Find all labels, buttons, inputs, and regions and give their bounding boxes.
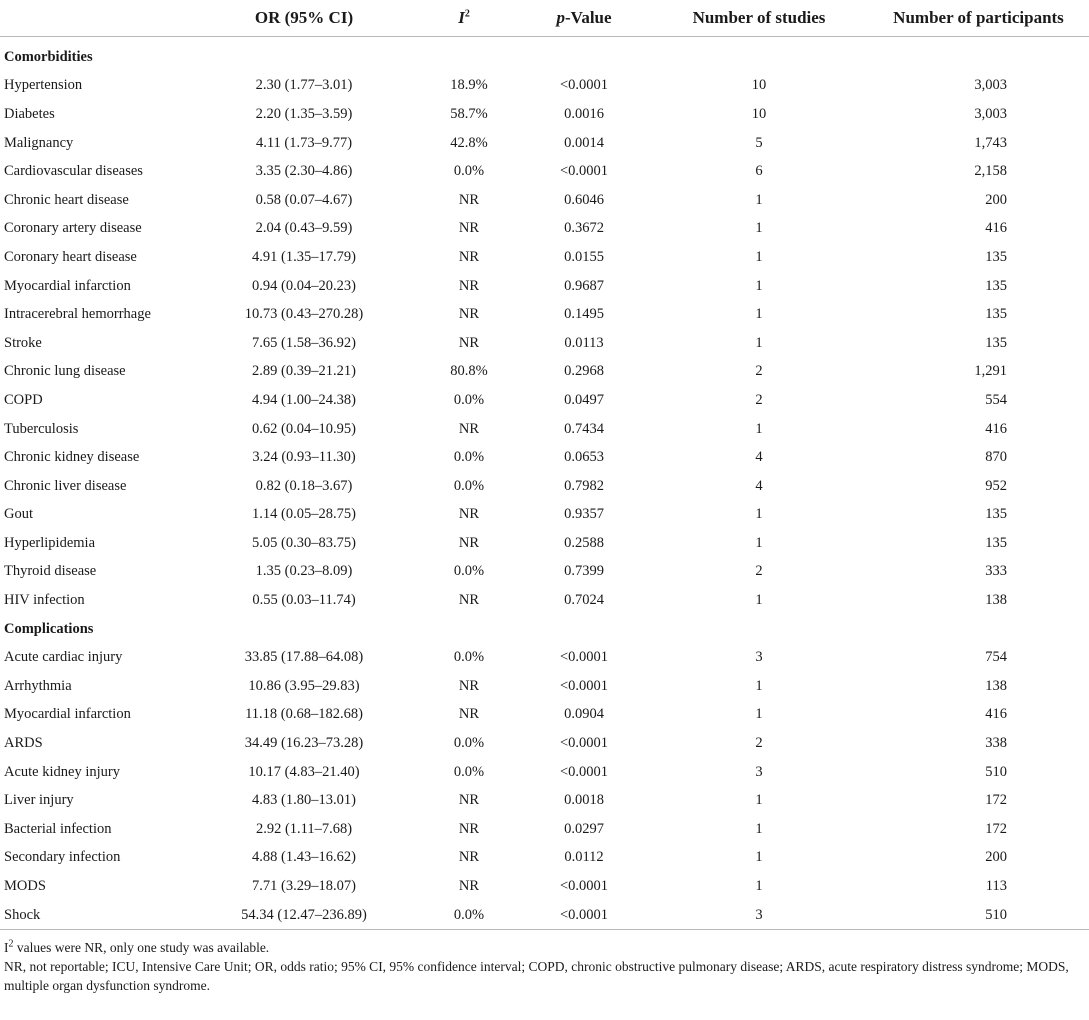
row-label: Hyperlipidemia [4, 534, 96, 551]
row-p-value: 0.0014 [564, 134, 604, 151]
row-label: Diabetes [4, 105, 55, 122]
row-p-value: 0.0112 [564, 849, 604, 866]
row-or-ci: 2.30 (1.77–3.01) [255, 77, 353, 94]
row-num-participants: 135 [985, 306, 1007, 323]
row-i2: NR [458, 706, 480, 723]
row-i2: 58.7% [450, 105, 488, 122]
row-num-studies: 1 [755, 878, 763, 895]
row-i2: NR [458, 820, 480, 837]
row-i2: 0.0% [453, 763, 485, 780]
row-or-ci: 1.14 (0.05–28.75) [252, 506, 356, 523]
row-num-studies: 1 [755, 220, 763, 237]
row-label: Myocardial infarction [4, 277, 131, 294]
row-num-studies: 4 [755, 449, 763, 466]
row-num-participants: 138 [985, 677, 1007, 694]
table-row [0, 415, 1089, 444]
footnotes [0, 930, 1089, 995]
row-or-ci: 7.65 (1.58–36.92) [252, 334, 356, 351]
row-or-ci: 2.89 (0.39–21.21) [252, 363, 356, 380]
row-num-participants: 3,003 [974, 105, 1007, 122]
row-i2: NR [458, 534, 480, 551]
row-num-studies: 1 [755, 306, 763, 323]
table-row [0, 215, 1089, 244]
row-label: Stroke [4, 334, 42, 351]
row-num-participants: 754 [985, 649, 1007, 666]
row-or-ci: 4.94 (1.00–24.38) [252, 391, 356, 408]
table-row [0, 272, 1089, 301]
row-label: Acute kidney injury [4, 763, 120, 780]
header-i2-sup: 2 [464, 8, 470, 20]
row-label: Liver injury [4, 792, 74, 809]
row-label: Cardiovascular diseases [4, 163, 143, 180]
row-or-ci: 34.49 (16.23–73.28) [244, 735, 364, 752]
row-label: Hypertension [4, 77, 83, 94]
row-num-participants: 2,158 [974, 163, 1007, 180]
row-num-participants: 554 [985, 391, 1007, 408]
table-row [0, 872, 1089, 901]
row-num-studies: 1 [755, 277, 763, 294]
row-label: Chronic liver disease [4, 477, 127, 494]
row-num-studies: 1 [755, 334, 763, 351]
row-label: COPD [4, 391, 43, 408]
table-row [0, 100, 1089, 129]
row-num-participants: 135 [985, 506, 1007, 523]
row-or-ci: 0.58 (0.07–4.67) [255, 191, 353, 208]
row-or-ci: 2.92 (1.11–7.68) [255, 820, 353, 837]
row-num-participants: 200 [985, 191, 1007, 208]
row-num-participants: 135 [985, 534, 1007, 551]
row-num-participants: 1,743 [974, 134, 1007, 151]
table-row [0, 558, 1089, 587]
row-num-studies: 1 [755, 191, 763, 208]
row-p-value: 0.7982 [564, 477, 604, 494]
row-num-studies: 2 [755, 563, 763, 580]
row-num-studies: 1 [755, 792, 763, 809]
table-row [0, 586, 1089, 615]
row-num-participants: 135 [985, 277, 1007, 294]
row-label: Chronic heart disease [4, 191, 129, 208]
row-num-studies: 1 [755, 248, 763, 265]
row-p-value: <0.0001 [559, 906, 609, 923]
row-i2: NR [458, 248, 480, 265]
row-or-ci: 10.86 (3.95–29.83) [248, 677, 360, 694]
table-row [0, 729, 1089, 758]
row-num-participants: 1,291 [974, 363, 1007, 380]
table-row [0, 443, 1089, 472]
row-num-studies: 10 [751, 77, 767, 94]
table-row [0, 758, 1089, 787]
table-row [0, 72, 1089, 101]
row-p-value: 0.0653 [564, 449, 604, 466]
table-row [0, 129, 1089, 158]
row-num-participants: 172 [985, 820, 1007, 837]
section-header-row [0, 615, 1089, 644]
row-i2: 18.9% [450, 77, 488, 94]
row-or-ci: 5.05 (0.30–83.75) [252, 534, 356, 551]
row-i2: NR [458, 677, 480, 694]
row-num-studies: 1 [755, 592, 763, 609]
table-row [0, 529, 1089, 558]
table-row [0, 643, 1089, 672]
row-num-participants: 135 [985, 248, 1007, 265]
row-p-value: 0.0016 [564, 105, 604, 122]
row-i2: 0.0% [453, 906, 485, 923]
row-or-ci: 4.83 (1.80–13.01) [252, 792, 356, 809]
row-or-ci: 4.91 (1.35–17.79) [252, 248, 356, 265]
row-i2: 0.0% [453, 391, 485, 408]
row-or-ci: 1.35 (0.23–8.09) [255, 563, 353, 580]
row-p-value: 0.2588 [564, 534, 604, 551]
footnote-1-base: I [4, 940, 9, 956]
table-row [0, 386, 1089, 415]
row-i2: 0.0% [453, 163, 485, 180]
row-num-studies: 1 [755, 420, 763, 437]
row-label: Gout [4, 506, 33, 523]
row-label: Arrhythmia [4, 677, 72, 694]
row-p-value: 0.6046 [564, 191, 604, 208]
row-p-value: <0.0001 [559, 77, 609, 94]
row-label: Chronic lung disease [4, 363, 126, 380]
row-or-ci: 7.71 (3.29–18.07) [252, 878, 356, 895]
row-or-ci: 4.88 (1.43–16.62) [252, 849, 356, 866]
table-row [0, 243, 1089, 272]
row-p-value: 0.9687 [564, 277, 604, 294]
row-label: Tuberculosis [4, 420, 79, 437]
row-or-ci: 33.85 (17.88–64.08) [244, 649, 364, 666]
row-i2: NR [458, 277, 480, 294]
row-i2: NR [458, 849, 480, 866]
row-i2: NR [458, 306, 480, 323]
row-or-ci: 4.11 (1.73–9.77) [255, 134, 353, 151]
row-num-studies: 3 [755, 649, 763, 666]
row-num-participants: 416 [985, 420, 1007, 437]
header-num-studies: Number of studies [692, 8, 826, 27]
row-num-participants: 172 [985, 792, 1007, 809]
table-body [0, 37, 1089, 930]
table-row [0, 501, 1089, 530]
footnote-1-rest: values were NR, only one study was available. [13, 940, 270, 956]
row-p-value: 0.0904 [564, 706, 604, 723]
row-label: Myocardial infarction [4, 706, 131, 723]
row-i2: NR [458, 191, 480, 208]
table-row [0, 472, 1089, 501]
row-p-value: <0.0001 [559, 677, 609, 694]
row-num-studies: 3 [755, 763, 763, 780]
table-row [0, 300, 1089, 329]
row-i2: NR [458, 792, 480, 809]
row-label: Bacterial infection [4, 820, 112, 837]
row-num-studies: 1 [755, 677, 763, 694]
row-num-studies: 6 [755, 163, 763, 180]
table-row [0, 901, 1089, 930]
row-p-value: 0.7399 [564, 563, 604, 580]
section-header-row [0, 37, 1089, 72]
header-row [0, 0, 1089, 37]
row-num-studies: 1 [755, 706, 763, 723]
row-num-participants: 200 [985, 849, 1007, 866]
row-p-value: 0.0497 [564, 391, 604, 408]
row-i2: 80.8% [450, 363, 488, 380]
header-i2-base: I [458, 8, 465, 27]
row-num-studies: 10 [751, 105, 767, 122]
row-p-value: 0.7434 [564, 420, 604, 437]
section-title: Comorbidities [4, 48, 93, 65]
row-num-participants: 338 [985, 735, 1007, 752]
row-num-participants: 510 [985, 763, 1007, 780]
row-or-ci: 3.35 (2.30–4.86) [255, 163, 353, 180]
row-p-value: <0.0001 [559, 763, 609, 780]
row-i2: 42.8% [450, 134, 488, 151]
row-p-value: <0.0001 [559, 878, 609, 895]
row-label: Thyroid disease [4, 563, 97, 580]
row-or-ci: 10.17 (4.83–21.40) [248, 763, 360, 780]
header-p-ital: p [556, 8, 565, 27]
row-i2: NR [458, 592, 480, 609]
header-label [0, 0, 194, 37]
row-label: Coronary heart disease [4, 248, 137, 265]
row-i2: 0.0% [453, 449, 485, 466]
row-label: Secondary infection [4, 849, 121, 866]
row-label: Acute cardiac injury [4, 649, 123, 666]
row-i2: NR [458, 506, 480, 523]
header-i2 [414, 0, 514, 37]
table-row [0, 157, 1089, 186]
row-i2: NR [458, 420, 480, 437]
row-num-studies: 2 [755, 391, 763, 408]
row-p-value: <0.0001 [559, 735, 609, 752]
row-or-ci: 0.82 (0.18–3.67) [255, 477, 353, 494]
row-or-ci: 2.20 (1.35–3.59) [255, 105, 353, 122]
row-or-ci: 0.94 (0.04–20.23) [252, 277, 356, 294]
row-num-participants: 138 [985, 592, 1007, 609]
row-num-participants: 510 [985, 906, 1007, 923]
table-row [0, 701, 1089, 730]
footnote-1 [4, 938, 1085, 957]
header-p-value [514, 0, 654, 37]
row-num-studies: 1 [755, 849, 763, 866]
table-row [0, 786, 1089, 815]
row-p-value: 0.0113 [564, 334, 604, 351]
row-label: MODS [4, 878, 46, 895]
table-row [0, 186, 1089, 215]
row-num-participants: 416 [985, 706, 1007, 723]
row-or-ci: 0.62 (0.04–10.95) [252, 420, 356, 437]
row-p-value: 0.0297 [564, 820, 604, 837]
row-num-studies: 1 [755, 534, 763, 551]
row-p-value: 0.0018 [564, 792, 604, 809]
row-i2: NR [458, 220, 480, 237]
row-i2: 0.0% [453, 477, 485, 494]
row-label: Intracerebral hemorrhage [4, 306, 151, 323]
row-or-ci: 3.24 (0.93–11.30) [252, 449, 356, 466]
row-num-studies: 2 [755, 735, 763, 752]
table-row [0, 358, 1089, 387]
row-num-studies: 1 [755, 820, 763, 837]
row-num-participants: 333 [985, 563, 1007, 580]
row-num-studies: 2 [755, 363, 763, 380]
row-label: Coronary artery disease [4, 220, 142, 237]
table-row [0, 672, 1089, 701]
row-label: Shock [4, 906, 41, 923]
header-p-rest: -Value [564, 8, 612, 27]
section-title: Complications [4, 620, 94, 637]
table-row [0, 329, 1089, 358]
row-num-participants: 113 [985, 878, 1007, 895]
row-p-value: <0.0001 [559, 163, 609, 180]
header-num-participants: Number of participants [893, 8, 1064, 27]
footnote-2: NR, not reportable; ICU, Intensive Care Unit; OR, odds ratio; 95% CI, 95% confidence interval; COPD, chronic obstructive pulmonary disease; ARDS, acute respiratory distress syndrome; MODS, multiple organ dysfunction syndrome. [4, 959, 1069, 994]
row-num-studies: 5 [755, 134, 763, 151]
row-i2: 0.0% [453, 563, 485, 580]
row-or-ci: 0.55 (0.03–11.74) [252, 592, 356, 609]
table-row [0, 815, 1089, 844]
row-p-value: 0.0155 [564, 248, 604, 265]
row-p-value: 0.3672 [564, 220, 604, 237]
row-num-participants: 870 [985, 449, 1007, 466]
row-num-participants: 3,003 [974, 77, 1007, 94]
row-i2: 0.0% [453, 649, 485, 666]
row-num-studies: 4 [755, 477, 763, 494]
row-label: Malignancy [4, 134, 74, 151]
row-i2: NR [458, 878, 480, 895]
row-num-participants: 135 [985, 334, 1007, 351]
row-label: ARDS [4, 735, 43, 752]
row-num-participants: 416 [985, 220, 1007, 237]
row-or-ci: 2.04 (0.43–9.59) [255, 220, 353, 237]
footnote-1-sup: 2 [8, 938, 14, 950]
row-or-ci: 11.18 (0.68–182.68) [245, 706, 363, 723]
row-num-studies: 3 [755, 906, 763, 923]
table-row [0, 844, 1089, 873]
row-i2: NR [458, 334, 480, 351]
row-i2: 0.0% [453, 735, 485, 752]
row-or-ci: 10.73 (0.43–270.28) [244, 306, 364, 323]
header-or-ci: OR (95% CI) [254, 8, 354, 27]
row-num-studies: 1 [755, 506, 763, 523]
row-or-ci: 54.34 (12.47–236.89) [241, 906, 367, 923]
row-p-value: <0.0001 [559, 649, 609, 666]
row-num-participants: 952 [985, 477, 1007, 494]
row-p-value: 0.2968 [564, 363, 604, 380]
row-label: HIV infection [4, 592, 85, 609]
row-p-value: 0.9357 [564, 506, 604, 523]
row-p-value: 0.7024 [564, 592, 604, 609]
row-label: Chronic kidney disease [4, 449, 140, 466]
row-p-value: 0.1495 [564, 306, 604, 323]
